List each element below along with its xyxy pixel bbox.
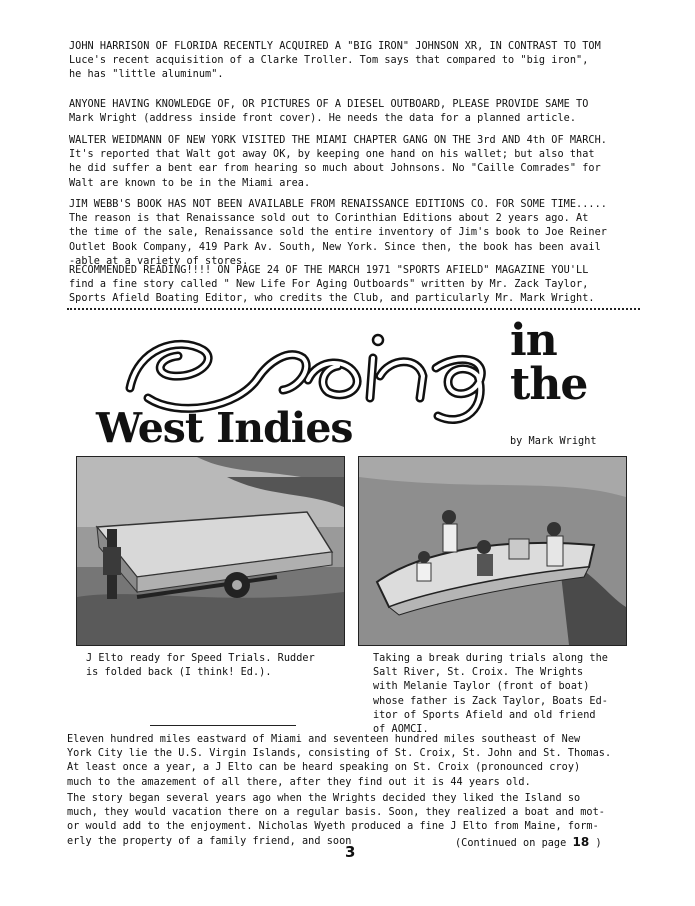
news-item-recommended-reading: RECOMMENDED READING!!!! ON PAGE 24 OF THE MARCH 1971 "SPORTS AFIELD" MAGAZINE YOU'LL find a fine story called " New Life For Aging Outboards" written by Mr. Zack Taylor, Sports Afield Boating Editor, who credits the Club, and particularly Mr. Mark Wright. — [69, 265, 595, 305]
dotted-divider — [67, 308, 640, 310]
boat-on-trailer-image — [77, 457, 344, 645]
news-item-webb-book: JIM WEBB'S BOOK HAS NOT BEEN AVAILABLE FROM RENAISSANCE EDITIONS CO. FOR SOME TIME..... The reason is that Renaissance sold out to Corinthian Editions about 2 years ago. At the time of the sale, Renaissance sold the entire inventory of Jim's book to Joe Reiner Outlet Book Company, 419 Park Av. South, New York. Since then, the book has been avail -able at a variety of stores. — [69, 199, 607, 267]
news-item-harrison: JOHN HARRISON OF FLORIDA RECENTLY ACQUIRED A "BIG IRON" JOHNSON XR, IN CONTRAST TO TOM Luce's recent acquisition of a Clarke Troller. Tom says that compared to "big iron", he has "little aluminum". — [69, 41, 601, 81]
caption-rule — [150, 725, 296, 726]
photo-boat-in-water — [358, 456, 627, 646]
title-in: in — [510, 315, 557, 366]
news-item-weidmann: WALTER WEIDMANN OF NEW YORK VISITED THE MIAMI CHAPTER GANG ON THE 3rd AND 4th OF MARCH. It's reported that Walt got away OK, by keeping one hand on his wallet; but also that he did suffer a bent ear from hearing so much about Johnsons. No "Caille Comrades" for Walt are known to be in the Miami area. — [69, 135, 607, 189]
photo-boat-on-trailer — [76, 456, 345, 646]
caption-salt-river: Taking a break during trials along the Salt River, St. Croix. The Wrights with Melanie Taylor (front of boat) whose father is Zack Taylor, Boats Ed- itor of Sports Afield and old friend of AOMCI. — [373, 653, 608, 736]
continued-suffix: ) — [595, 838, 602, 849]
byline: by Mark Wright — [510, 436, 597, 447]
boat-in-water-image — [359, 457, 626, 645]
article-paragraph-1: Eleven hundred miles eastward of Miami and seventeen hundred miles southeast of New York City lie the U.S. Virgin Islands, consisting of St. Croix, St. John and St. Thomas. At least once a year, a J Elto can be heard speaking on St. Croix (pronounced croy) much to the amazement of all there, after they find out it is 44 years old. — [67, 734, 612, 788]
page-number: 3 — [345, 843, 356, 861]
title-the: the — [510, 359, 588, 410]
news-item-diesel-outboard: ANYONE HAVING KNOWLEDGE OF, OR PICTURES OF A DIESEL OUTBOARD, PLEASE PROVIDE SAME TO Mark Wright (address inside front cover). He needs the data for a planned article. — [69, 99, 589, 125]
continued-prefix: (Continued on page — [455, 838, 567, 849]
caption-speed-trials: J Elto ready for Speed Trials. Rudder is folded back (I think! Ed.). — [86, 653, 315, 679]
continued-page: 18 — [572, 835, 590, 849]
article-paragraph-2: The story began several years ago when the Wrights decided they liked the Island so much, they would vacation there on a regular basis. Soon, they realized a boat and mot- or would add to the enjoyment. Nicholas Wyeth produced a fine J Elto from Maine, form- erly the property of a family friend, and soon — [67, 793, 605, 847]
continued-note — [455, 835, 602, 851]
title-west-indies: West Indies — [96, 404, 353, 452]
